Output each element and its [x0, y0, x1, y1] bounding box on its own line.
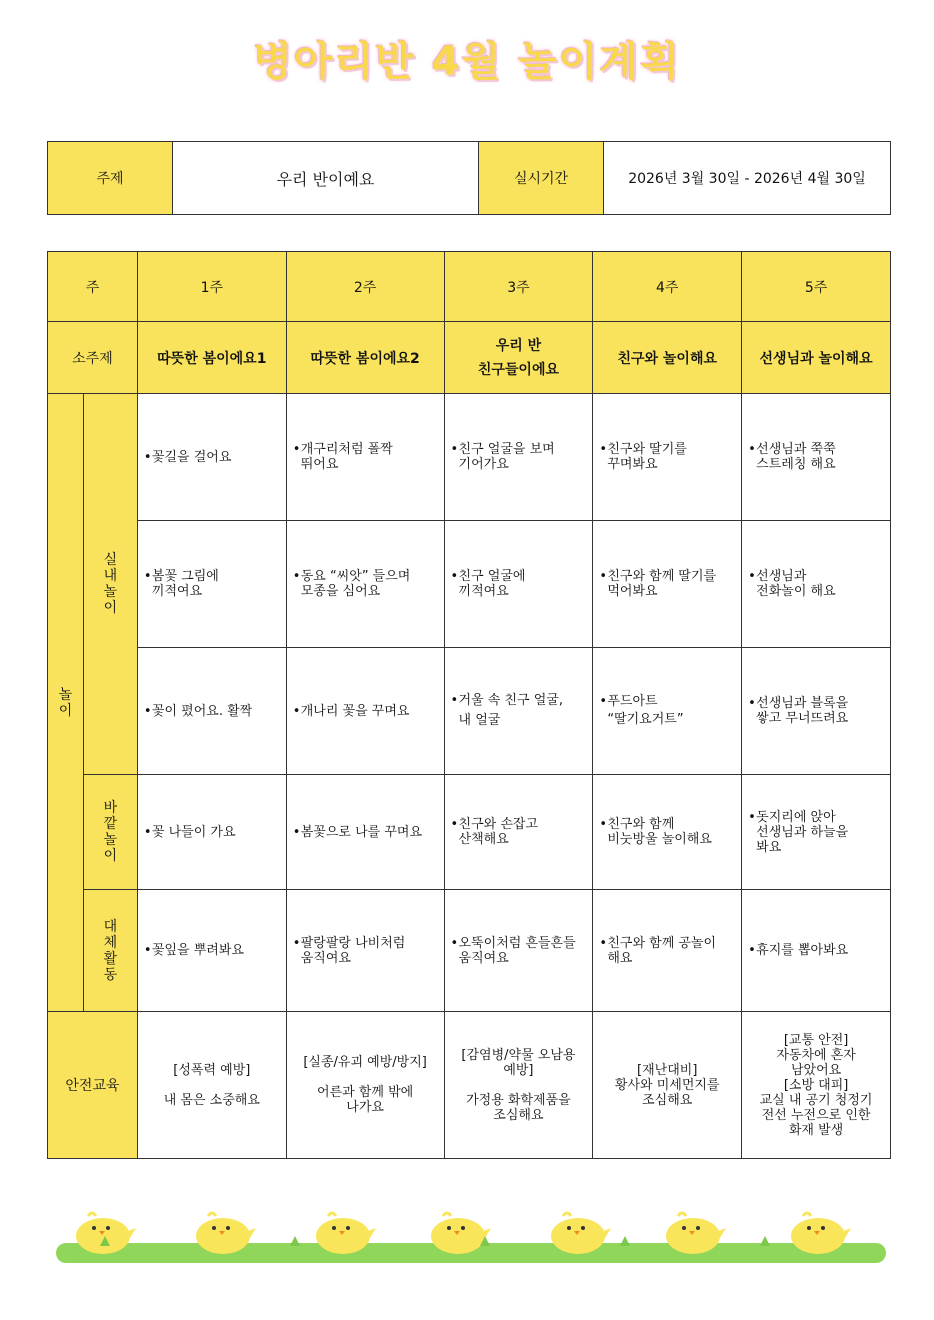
chick-icon	[70, 1210, 136, 1256]
bullet-icon: •	[292, 569, 301, 584]
grass-blade-icon	[480, 1236, 490, 1246]
activity-text: 봄꽃으로 나를 꾸며요	[300, 824, 423, 840]
activity-cell	[742, 521, 891, 648]
activity-cell	[593, 775, 742, 890]
bullet-icon: •	[450, 817, 459, 832]
bullet-icon: •	[748, 696, 756, 711]
bullet-icon: •	[599, 442, 607, 457]
activity-text: 친구와 손잡고 산책해요	[458, 817, 538, 847]
activity-cell	[286, 775, 444, 890]
activity-text: 오뚝이처럼 흔들흔들 움직여요	[458, 935, 576, 966]
bullet-icon: •	[292, 824, 301, 840]
activity-cell	[137, 648, 286, 775]
week-header: 2주	[286, 252, 444, 322]
bullet-icon: •	[748, 809, 756, 825]
activity-text: 거울 속 친구 얼굴, 내 얼굴	[458, 693, 563, 728]
bullet-icon: •	[748, 442, 756, 457]
bullet-icon: •	[748, 943, 756, 958]
chick-icon	[310, 1210, 376, 1256]
bullet-icon: •	[143, 943, 152, 958]
bullet-icon: •	[450, 693, 459, 708]
activity-cell	[742, 648, 891, 775]
activity-cell	[286, 648, 444, 775]
bullet-icon: •	[450, 569, 459, 584]
page-title: 병아리반 4월 놀이계획	[253, 39, 681, 85]
activity-cell	[137, 890, 286, 1012]
bullet-icon: •	[292, 703, 301, 719]
activity-cell	[742, 890, 891, 1012]
activity-text: 꽃잎을 뿌려봐요	[151, 943, 244, 958]
activity-cell	[593, 521, 742, 648]
chick-icon	[190, 1210, 256, 1256]
bullet-icon: •	[143, 703, 152, 719]
info-table	[47, 141, 891, 215]
activity-cell	[137, 775, 286, 890]
chick-icon	[545, 1210, 611, 1256]
activity-text: 개구리처럼 폴짝 뛰어요	[300, 442, 393, 472]
bullet-icon: •	[143, 569, 152, 584]
activity-text: 꽃길을 걸어요	[151, 449, 232, 465]
grass-blade-icon	[620, 1236, 630, 1246]
activity-cell	[593, 394, 742, 521]
week-header: 5주	[742, 252, 891, 322]
safety-cell: [재난대비] 황사와 미세먼지를 조심해요	[593, 1012, 742, 1159]
bullet-icon: •	[143, 449, 152, 465]
period-label: 실시기간	[479, 142, 604, 215]
activity-cell	[286, 394, 444, 521]
bullet-icon: •	[599, 935, 607, 951]
activity-cell	[593, 890, 742, 1012]
week-header: 4주	[593, 252, 742, 322]
activity-cell	[593, 648, 742, 775]
activity-text: 친구와 함께 비눗방울 놀이해요	[607, 817, 712, 847]
activity-text: 친구와 딸기를 꾸며봐요	[607, 442, 687, 472]
period-value: 2026년 3월 30일 - 2026년 4월 30일	[604, 142, 891, 215]
activity-text: 꽃이 폈어요. 활짝	[151, 703, 253, 719]
activity-cell	[286, 890, 444, 1012]
safety-cell: [실종/유괴 예방/방지] 어른과 함께 밖에 나가요	[286, 1012, 444, 1159]
week-header: 3주	[444, 252, 593, 322]
safety-label: 안전교육	[48, 1012, 138, 1159]
activity-cell	[286, 521, 444, 648]
theme-label: 주제	[48, 142, 173, 215]
activity-text: 친구 얼굴에 끼적여요	[458, 569, 526, 599]
subtopic: 따뜻한 봄이에요2	[286, 322, 444, 394]
grass-blade-icon	[100, 1236, 110, 1246]
chick-icon	[660, 1210, 726, 1256]
activity-cell	[444, 521, 593, 648]
activity-text: 동요 “씨앗” 들으며 모종을 심어요	[300, 569, 411, 599]
chick-icon	[785, 1210, 851, 1256]
play-label: 놀 이	[48, 394, 84, 1012]
activity-text: 친구와 함께 딸기를 먹어봐요	[607, 569, 717, 599]
outdoor-label: 바 깥 놀 이	[83, 775, 137, 890]
activity-cell	[137, 521, 286, 648]
activity-text: 푸드아트 “딸기요거트”	[607, 694, 684, 727]
bullet-icon: •	[450, 935, 459, 951]
bullet-icon: •	[599, 694, 607, 709]
bullet-icon: •	[748, 569, 756, 584]
bullet-icon: •	[292, 935, 301, 951]
activity-text: 개나리 꽃을 꾸며요	[300, 703, 410, 719]
theme-value: 우리 반이예요	[173, 142, 479, 215]
subtopic: 친구와 놀이해요	[593, 322, 742, 394]
activity-cell	[444, 775, 593, 890]
activity-text: 선생님과 전화놀이 해요	[756, 569, 836, 599]
activity-text: 친구 얼굴을 보며 기어가요	[458, 442, 555, 472]
grass-blade-icon	[290, 1236, 300, 1246]
activity-cell	[742, 394, 891, 521]
activity-cell	[444, 394, 593, 521]
subtopic: 따뜻한 봄이에요1	[137, 322, 286, 394]
bullet-icon: •	[599, 569, 607, 584]
activity-cell	[444, 890, 593, 1012]
safety-cell: [성폭력 예방] 내 몸은 소중해요	[137, 1012, 286, 1159]
activity-cell	[742, 775, 891, 890]
safety-cell: [교통 안전] 자동차에 혼자 남았어요 [소방 대피] 교실 내 공기 청정기 전선 누전으로 인한 화재 발생	[742, 1012, 891, 1159]
subtopic: 우리 반 친구들이에요	[444, 322, 593, 394]
week-header: 1주	[137, 252, 286, 322]
activity-text: 봄꽃 그림에 끼적여요	[151, 569, 219, 599]
activity-text: 휴지를 뽑아봐요	[756, 943, 849, 958]
chick-icon	[425, 1210, 491, 1256]
bullet-icon: •	[292, 442, 301, 457]
activity-cell	[137, 394, 286, 521]
bullet-icon: •	[599, 817, 607, 832]
safety-cell: [감염병/약물 오남용 예방] 가정용 화학제품을 조심해요	[444, 1012, 593, 1159]
activity-text: 친구와 함께 공놀이 해요	[607, 935, 717, 966]
activity-cell	[444, 648, 593, 775]
activity-text: 팔랑팔랑 나비처럼 움직여요	[300, 935, 406, 966]
activity-text: 돗지리에 앉아 선생님과 하늘을 봐요	[756, 809, 849, 855]
subtopic-label: 소주제	[48, 322, 138, 394]
grass-blade-icon	[760, 1236, 770, 1246]
indoor-label: 실 내 놀 이	[83, 394, 137, 775]
bullet-icon: •	[450, 442, 459, 457]
activity-text: 선생님과 쭉쭉 스트레칭 해요	[756, 442, 836, 472]
bullet-icon: •	[143, 824, 152, 840]
plan-table	[47, 251, 891, 1159]
week-header-label: 주	[48, 252, 138, 322]
activity-text: 꽃 나들이 가요	[151, 824, 236, 840]
alt-activity-label: 대 체 활 동	[83, 890, 137, 1012]
subtopic: 선생님과 놀이해요	[742, 322, 891, 394]
activity-text: 선생님과 블록을 쌓고 무너뜨려요	[756, 696, 849, 726]
